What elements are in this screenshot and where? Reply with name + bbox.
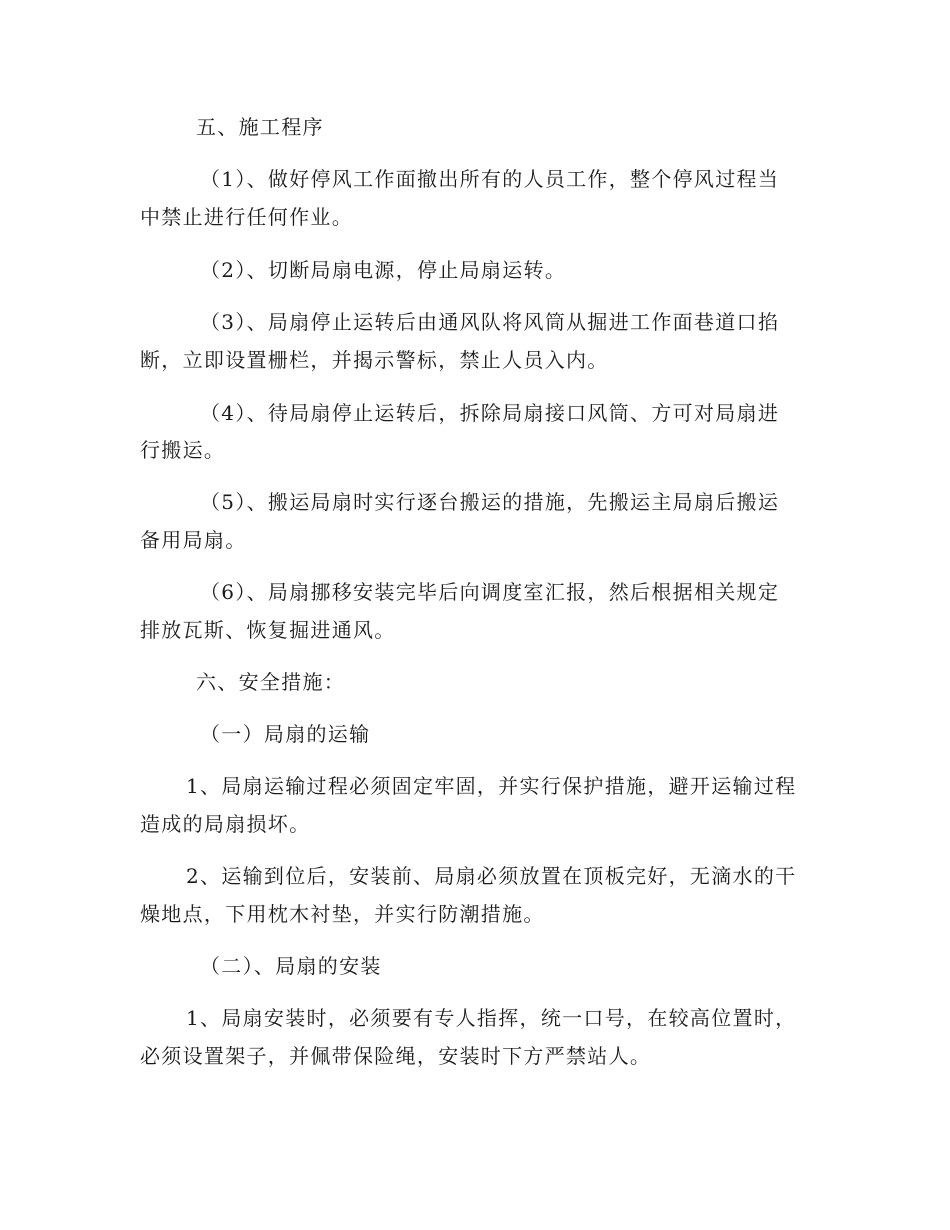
paragraph-line: （6）、局扇挪移安装完毕后向调度室汇报，然后根据相关规定 [200,580,780,604]
paragraph-line: 燥地点，下用枕木衬垫，并实行防潮措施。 [140,902,545,926]
paragraph-line: 2、运输到位后，安装前、局扇必须放置在顶板完好，无滴水的干 [186,864,797,888]
paragraph-line: 行搬运。 [140,438,226,462]
paragraph-line: （4）、待局扇停止运转后，拆除局扇接口风筒、方可对局扇进 [200,401,780,425]
paragraph-line: （3）、局扇停止运转后由通风队将风筒从掘进工作面巷道口掐 [200,310,780,334]
paragraph-line: 备用局扇。 [140,528,247,552]
paragraph-line: 必须设置架子，并佩带保险绳，安装时下方严禁站人。 [140,1044,652,1068]
paragraph-line: （1）、做好停风工作面撤出所有的人员工作，整个停风过程当 [200,167,780,191]
section-heading-6: 六、安全措施： [196,670,346,694]
paragraph-line: 排放瓦斯、恢复掘进通风。 [140,618,396,642]
section-heading-5: 五、施工程序 [196,115,324,139]
paragraph-line: 造成的局扇损坏。 [140,812,311,836]
paragraph-line: 断，立即设置栅栏，并揭示警标，禁止人员入内。 [140,348,609,372]
subsection-heading: （一）局扇的运输 [200,722,371,746]
paragraph-line: 1、局扇安装时，必须要有专人指挥，统一口号，在较高位置时， [186,1006,797,1030]
paragraph-line: （5）、搬运局扇时实行逐台搬运的措施，先搬运主局扇后搬运 [200,490,780,514]
paragraph-line: 1、局扇运输过程必须固定牢固，并实行保护措施，避开运输过程 [186,774,797,798]
paragraph-line: （2）、切断局扇电源，停止局扇运转。 [200,258,567,282]
subsection-heading: （二）、局扇的安装 [200,954,382,978]
paragraph-line: 中禁止进行任何作业。 [140,205,353,229]
